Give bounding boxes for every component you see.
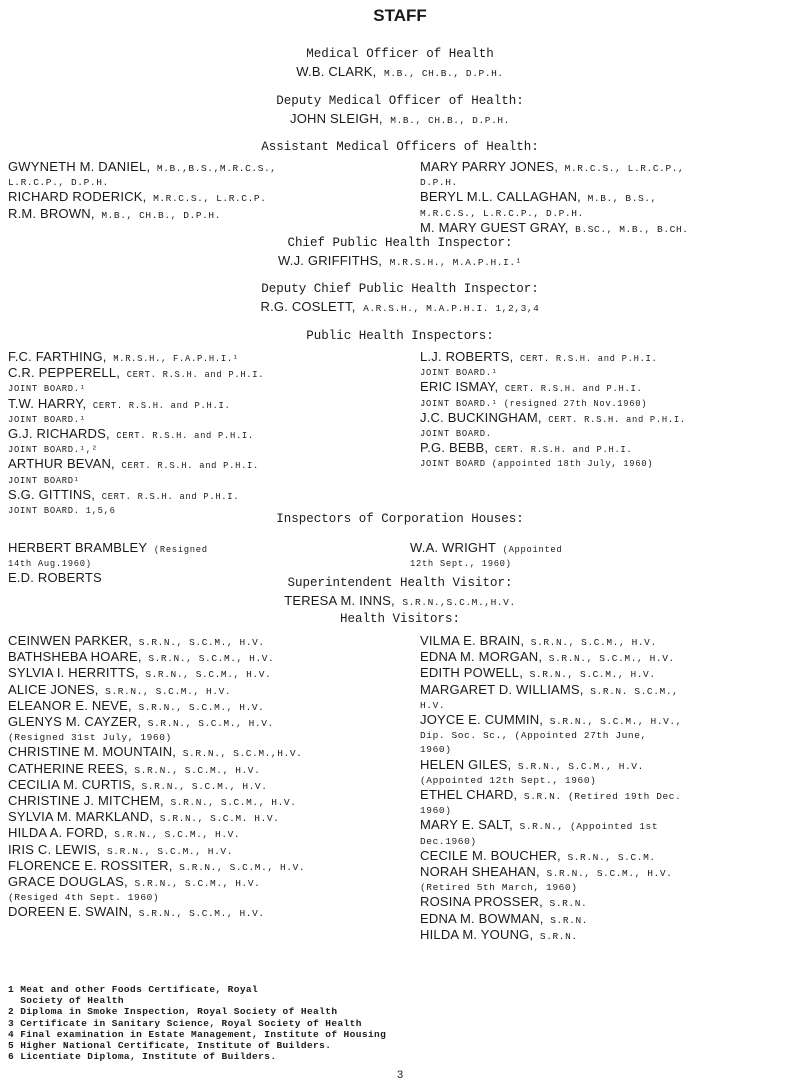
- superintendent-hv-name: TERESA M. INNS,: [284, 593, 395, 608]
- staff-name: IRIS C. LEWIS,: [8, 841, 101, 857]
- deputy-moh-name: JOHN SLEIGH,: [290, 111, 383, 126]
- staff-name: SYLVIA I. HERRITTS,: [8, 665, 139, 681]
- staff-entry: [8, 859, 305, 875]
- staff-entry: [8, 443, 264, 457]
- staff-entry: [8, 891, 305, 905]
- staff-qualifications: S.R.N., S.C.M., H.V.,: [549, 716, 683, 728]
- phi-left-column: [8, 350, 264, 518]
- staff-qualifications: S.R.N., S.C.M., H.V.: [529, 669, 656, 681]
- staff-entry: [420, 713, 682, 729]
- staff-name: EDNA M. BOWMAN,: [420, 910, 544, 926]
- footnote: Society of Health: [8, 995, 124, 1007]
- staff-qualifications: S.R.N., S.C.M., H.V.: [546, 868, 673, 880]
- staff-name: P.G. BEBB,: [420, 440, 489, 456]
- staff-qualifications: S.R.N., S.C.M., H.V.: [106, 845, 234, 857]
- staff-name: HERBERT BRAMBLEY: [8, 540, 148, 555]
- staff-name: ROSINA PROSSER,: [420, 894, 543, 910]
- staff-entry: [8, 413, 264, 427]
- staff-qualifications: 14th Aug.1960): [8, 559, 92, 570]
- staff-name: MARY PARRY JONES,: [420, 159, 559, 174]
- staff-qualifications: S.R.N., S.C.M., H.V.: [134, 764, 261, 776]
- staff-entry: [8, 382, 264, 396]
- staff-entry: [420, 666, 682, 682]
- staff-entry: [420, 912, 682, 928]
- staff-name: CECILE M. BOUCHER,: [420, 847, 561, 863]
- footnote: 6 Licentiate Diploma, Institute of Builders.: [8, 1051, 277, 1063]
- staff-name: VILMA E. BRAIN,: [420, 633, 525, 648]
- staff-qualifications: S.R.N., S.C.M., H.V.: [105, 685, 232, 697]
- staff-entry: [8, 207, 277, 223]
- staff-entry: [8, 810, 305, 826]
- staff-qualifications: M.B.,B.S.,M.R.C.S.,: [156, 163, 277, 174]
- staff-entry: [8, 557, 208, 571]
- staff-entry: [8, 666, 305, 682]
- phi-heading: Public Health Inspectors:: [306, 329, 494, 343]
- staff-entry: [420, 758, 682, 774]
- deputy-chief-phi-entry: [0, 298, 800, 317]
- staff-entry: [8, 650, 305, 666]
- staff-entry: [420, 397, 686, 411]
- staff-qualifications: CERT. R.S.H. and P.H.I.: [92, 400, 231, 411]
- staff-qualifications: S.R.N. S.C.M.,: [590, 685, 679, 697]
- footnote: 5 Higher National Certificate, Institute of Builders.: [8, 1040, 332, 1052]
- chief-phi-quals: M.R.S.H., M.A.P.H.I.¹: [389, 257, 522, 268]
- staff-entry: [8, 794, 305, 810]
- staff-entry: [420, 634, 682, 650]
- staff-qualifications: S.R.N., S.C.M. H.V.: [159, 813, 280, 825]
- staff-name: DOREEN E. SWAIN,: [8, 904, 133, 920]
- staff-qualifications: JOINT BOARD.¹ (resigned 27th Nov.1960): [420, 398, 648, 409]
- staff-qualifications: S.R.N., S.C.M., H.V.: [179, 861, 306, 873]
- staff-name: HILDA M. YOUNG,: [420, 926, 534, 942]
- staff-qualifications: S.R.N., S.C.M., H.V.: [138, 701, 265, 713]
- staff-qualifications: JOINT BOARD. 1,5,6: [8, 506, 116, 517]
- staff-qualifications: S.R.N.: [539, 930, 578, 942]
- staff-qualifications: (Resigned 31st July, 1960): [8, 732, 172, 744]
- staff-entry: [420, 380, 686, 396]
- deputy-chief-phi-name: R.G. COSLETT,: [260, 299, 356, 314]
- staff-qualifications: S.R.N., S.C.M., H.V.: [138, 637, 265, 648]
- staff-qualifications: 1960): [420, 805, 452, 817]
- assistant-moh-right-column: [420, 160, 689, 237]
- staff-qualifications: S.R.N., S.C.M., H.V.: [148, 653, 275, 665]
- staff-entry: [8, 715, 305, 731]
- staff-qualifications: CERT. R.S.H. and P.H.I.: [116, 431, 254, 442]
- staff-entry: [420, 849, 682, 865]
- staff-qualifications: S.R.N. (Retired 19th Dec.: [523, 791, 682, 803]
- staff-entry: [420, 818, 682, 834]
- phi-right-column: [420, 350, 686, 472]
- moh-entry: [0, 63, 800, 82]
- chief-phi-entry: [0, 252, 800, 271]
- staff-name: BATHSHEBA HOARE,: [8, 649, 142, 665]
- staff-qualifications: (Resiged 4th Sept. 1960): [8, 892, 160, 904]
- staff-name: CHRISTINE M. MOUNTAIN,: [8, 744, 177, 760]
- staff-entry: [420, 457, 686, 471]
- staff-entry: [8, 699, 305, 715]
- staff-name: GWYNETH M. DANIEL,: [8, 159, 151, 174]
- staff-entry: [8, 745, 305, 761]
- staff-qualifications: B.SC., M.B., B.CH.: [575, 223, 689, 235]
- staff-name: BERYL M.L. CALLAGHAN,: [420, 189, 581, 205]
- staff-entry: [8, 683, 305, 699]
- staff-entry: [8, 731, 305, 745]
- staff-name: JOYCE E. CUMMIN,: [420, 712, 544, 728]
- staff-qualifications: D.P.H.: [420, 177, 458, 189]
- staff-name: L.J. ROBERTS,: [420, 349, 514, 364]
- deputy-chief-phi-quals: A.R.S.H., M.A.P.H.I. 1,2,3,4: [363, 303, 540, 314]
- superintendent-hv-entry: [0, 592, 800, 611]
- staff-qualifications: CERT. R.S.H. and P.H.I.: [520, 354, 658, 364]
- staff-qualifications: S.R.N., S.C.M.,H.V.: [182, 748, 303, 760]
- staff-name: ARTHUR BEVAN,: [8, 456, 115, 472]
- staff-qualifications: M.R.C.S., L.R.C.P., D.P.H.: [420, 207, 584, 219]
- staff-qualifications: (Resigned: [153, 545, 208, 555]
- staff-entry: [8, 190, 277, 206]
- staff-qualifications: CERT. R.S.H. and P.H.I.: [101, 491, 240, 502]
- staff-qualifications: JOINT BOARD.¹: [8, 384, 86, 395]
- page-title: STAFF: [373, 6, 427, 25]
- staff-entry: [8, 474, 264, 488]
- footnotes: [8, 984, 386, 1062]
- staff-name: HILDA A. FORD,: [8, 825, 108, 841]
- staff-qualifications: M.B., CH.B., D.P.H.: [101, 209, 222, 221]
- chief-phi-heading: Chief Public Health Inspector:: [287, 236, 513, 250]
- staff-qualifications: JOINT BOARD (appointed 18th July, 1960): [420, 459, 654, 470]
- staff-qualifications: S.R.N., S.C.M., H.V.: [114, 829, 241, 841]
- staff-qualifications: S.R.N., S.C.M., H.V.: [138, 908, 265, 920]
- staff-qualifications: 1960): [420, 744, 452, 756]
- staff-name: M. MARY GUEST GRAY,: [420, 219, 569, 235]
- staff-entry: [8, 843, 305, 859]
- staff-qualifications: M.R.C.S., L.R.C.P.,: [564, 163, 685, 174]
- staff-qualifications: JOINT BOARD.¹,²: [8, 445, 98, 456]
- staff-qualifications: H.V.: [420, 699, 446, 711]
- staff-entry: [420, 835, 682, 849]
- staff-name: MARGARET D. WILLIAMS,: [420, 681, 584, 697]
- staff-qualifications: JOINT BOARD¹: [8, 475, 80, 486]
- staff-qualifications: S.R.N., S.C.M., H.V.: [548, 653, 675, 665]
- staff-name: C.R. PEPPERELL,: [8, 365, 121, 381]
- staff-entry: [8, 350, 264, 366]
- moh-quals: M.B., CH.B., D.P.H.: [384, 68, 504, 79]
- staff-qualifications: S.R.N., S.C.M.: [567, 851, 656, 863]
- staff-qualifications: JOINT BOARD.¹: [420, 368, 498, 379]
- staff-name: CECILIA M. CURTIS,: [8, 776, 135, 792]
- footnote: 2 Diploma in Smoke Inspection, Royal Society of Health: [8, 1006, 338, 1018]
- staff-qualifications: S.R.N., S.C.M., H.V.: [517, 760, 644, 772]
- staff-qualifications: S.R.N., S.C.M., H.V.: [141, 780, 268, 792]
- health-visitors-left-column: [8, 634, 305, 922]
- staff-entry: [420, 176, 689, 190]
- staff-entry: [420, 928, 682, 944]
- assistant-moh-heading: Assistant Medical Officers of Health:: [261, 140, 539, 154]
- staff-qualifications: JOINT BOARD.¹: [8, 414, 86, 425]
- staff-entry: [420, 895, 682, 911]
- staff-qualifications: JOINT BOARD.: [420, 429, 492, 440]
- staff-name: G.J. RICHARDS,: [8, 426, 110, 442]
- staff-name: CEINWEN PARKER,: [8, 633, 133, 648]
- staff-entry: [8, 176, 277, 190]
- staff-entry: [420, 683, 682, 699]
- staff-name: R.M. BROWN,: [8, 205, 95, 221]
- assistant-moh-left-column: [8, 160, 277, 223]
- staff-entry: [8, 488, 264, 504]
- staff-entry: [8, 875, 305, 891]
- staff-name: GLENYS M. CAYZER,: [8, 714, 142, 730]
- staff-qualifications: S.R.N., S.C.M., H.V.: [145, 669, 272, 681]
- deputy-chief-phi-heading: Deputy Chief Public Health Inspector:: [261, 282, 539, 296]
- staff-name: EDITH POWELL,: [420, 665, 524, 681]
- staff-qualifications: M.B., B.S.,: [587, 193, 657, 205]
- staff-entry: [8, 457, 264, 473]
- staff-entry: [8, 366, 264, 382]
- staff-qualifications: S.R.N., S.C.M., H.V.: [170, 797, 297, 809]
- staff-name: S.G. GITTINS,: [8, 486, 96, 502]
- staff-entry: [420, 207, 689, 221]
- staff-qualifications: CERT. R.S.H. and P.H.I.: [504, 384, 643, 395]
- staff-entry: [8, 397, 264, 413]
- staff-name: W.A. WRIGHT: [410, 540, 496, 555]
- staff-name: ETHEL CHARD,: [420, 787, 518, 803]
- staff-qualifications: M.R.C.S., L.R.C.P.: [153, 193, 267, 205]
- superintendent-hv-quals: S.R.N.,S.C.M.,H.V.: [402, 597, 516, 608]
- staff-entry: [8, 541, 208, 557]
- footnote: 3 Certificate in Sanitary Science, Royal Society of Health: [8, 1017, 362, 1029]
- staff-qualifications: S.R.N., S.C.M., H.V.: [134, 878, 261, 890]
- chief-phi-name: W.J. GRIFFITHS,: [278, 253, 383, 268]
- moh-heading: Medical Officer of Health: [306, 47, 494, 61]
- staff-name: CHRISTINE J. MITCHEM,: [8, 793, 164, 809]
- staff-entry: [420, 804, 682, 818]
- staff-name: MARY E. SALT,: [420, 817, 513, 833]
- staff-name: ELEANOR E. NEVE,: [8, 697, 132, 713]
- staff-qualifications: (Appointed: [502, 545, 563, 555]
- staff-qualifications: CERT. R.S.H. and P.H.I.: [121, 461, 260, 472]
- staff-qualifications: S.R.N., S.C.M., H.V.: [530, 637, 657, 648]
- staff-name: ALICE JONES,: [8, 681, 99, 697]
- staff-entry: [420, 729, 682, 743]
- staff-entry: [420, 774, 682, 788]
- staff-entry: [420, 160, 689, 176]
- staff-entry: [8, 160, 277, 176]
- staff-name: E.D. ROBERTS: [8, 570, 102, 586]
- staff-qualifications: Dip. Soc. Sc., (Appointed 27th June,: [420, 730, 647, 742]
- staff-qualifications: CERT. R.S.H. and P.H.I.: [126, 370, 265, 381]
- footnote: 4 Final examination in Estate Management, Institute of Housing: [8, 1028, 387, 1040]
- staff-entry: [8, 427, 264, 443]
- staff-name: RICHARD RODERICK,: [8, 189, 147, 205]
- staff-qualifications: S.R.N.: [549, 898, 588, 910]
- health-visitors-heading: Health Visitors:: [339, 612, 461, 626]
- superintendent-hv-heading: Superintendent Health Visitor:: [287, 576, 513, 590]
- staff-name: J.C. BUCKINGHAM,: [420, 409, 542, 425]
- staff-entry: [420, 427, 686, 441]
- staff-name: F.C. FARTHING,: [8, 349, 107, 364]
- staff-entry: [8, 778, 305, 794]
- staff-entry: [420, 366, 686, 380]
- corporation-houses-heading: Inspectors of Corporation Houses:: [276, 512, 524, 526]
- staff-name: ERIC ISMAY,: [420, 379, 499, 395]
- staff-entry: [420, 650, 682, 666]
- staff-qualifications: S.R.N., (Appointed 1st: [519, 821, 659, 833]
- staff-name: HELEN GILES,: [420, 756, 512, 772]
- staff-entry: [8, 634, 305, 650]
- staff-name: EDNA M. MORGAN,: [420, 649, 543, 665]
- staff-entry: [420, 788, 682, 804]
- staff-entry: [420, 699, 682, 713]
- staff-entry: [8, 762, 305, 778]
- deputy-moh-entry: [0, 110, 800, 129]
- staff-name: NORAH SHEAHAN,: [420, 864, 540, 880]
- staff-qualifications: 12th Sept., 1960): [410, 559, 512, 570]
- footnote: 1 Meat and other Foods Certificate, Royal: [8, 984, 259, 995]
- staff-name: CATHERINE REES,: [8, 760, 128, 776]
- staff-qualifications: CERT. R.S.H. and P.H.I.: [548, 414, 686, 425]
- page-number: 3: [396, 1070, 404, 1082]
- staff-name: T.W. HARRY,: [8, 395, 87, 411]
- staff-entry: [410, 557, 562, 571]
- staff-entry: [420, 881, 682, 895]
- staff-entry: [420, 190, 689, 206]
- staff-entry: [420, 865, 682, 881]
- health-visitors-right-column: [420, 634, 682, 944]
- staff-name: GRACE DOUGLAS,: [8, 874, 128, 890]
- corporation-houses-right-column: [410, 541, 562, 571]
- staff-entry: [8, 905, 305, 921]
- staff-name: FLORENCE E. ROSSITER,: [8, 857, 173, 873]
- deputy-moh-heading: Deputy Medical Officer of Health:: [276, 94, 524, 108]
- moh-name: W.B. CLARK,: [296, 64, 377, 79]
- staff-entry: [8, 826, 305, 842]
- staff-qualifications: S.R.N.: [550, 914, 589, 926]
- staff-entry: [420, 411, 686, 427]
- staff-entry: [420, 350, 686, 366]
- staff-entry: [420, 441, 686, 457]
- staff-qualifications: CERT. R.S.H. and P.H.I.: [494, 445, 633, 456]
- staff-entry: [410, 541, 562, 557]
- deputy-moh-quals: M.B., CH.B., D.P.H.: [390, 115, 510, 126]
- staff-qualifications: (Appointed 12th Sept., 1960): [420, 774, 597, 786]
- staff-name: SYLVIA M. MARKLAND,: [8, 809, 154, 825]
- staff-entry: [420, 743, 682, 757]
- staff-qualifications: S.R.N., S.C.M., H.V.: [147, 718, 274, 730]
- staff-qualifications: L.R.C.P., D.P.H.: [8, 177, 109, 189]
- staff-qualifications: M.R.S.H., F.A.P.H.I.¹: [113, 354, 239, 364]
- staff-qualifications: (Retired 5th March, 1960): [420, 882, 578, 894]
- staff-qualifications: Dec.1960): [420, 835, 477, 847]
